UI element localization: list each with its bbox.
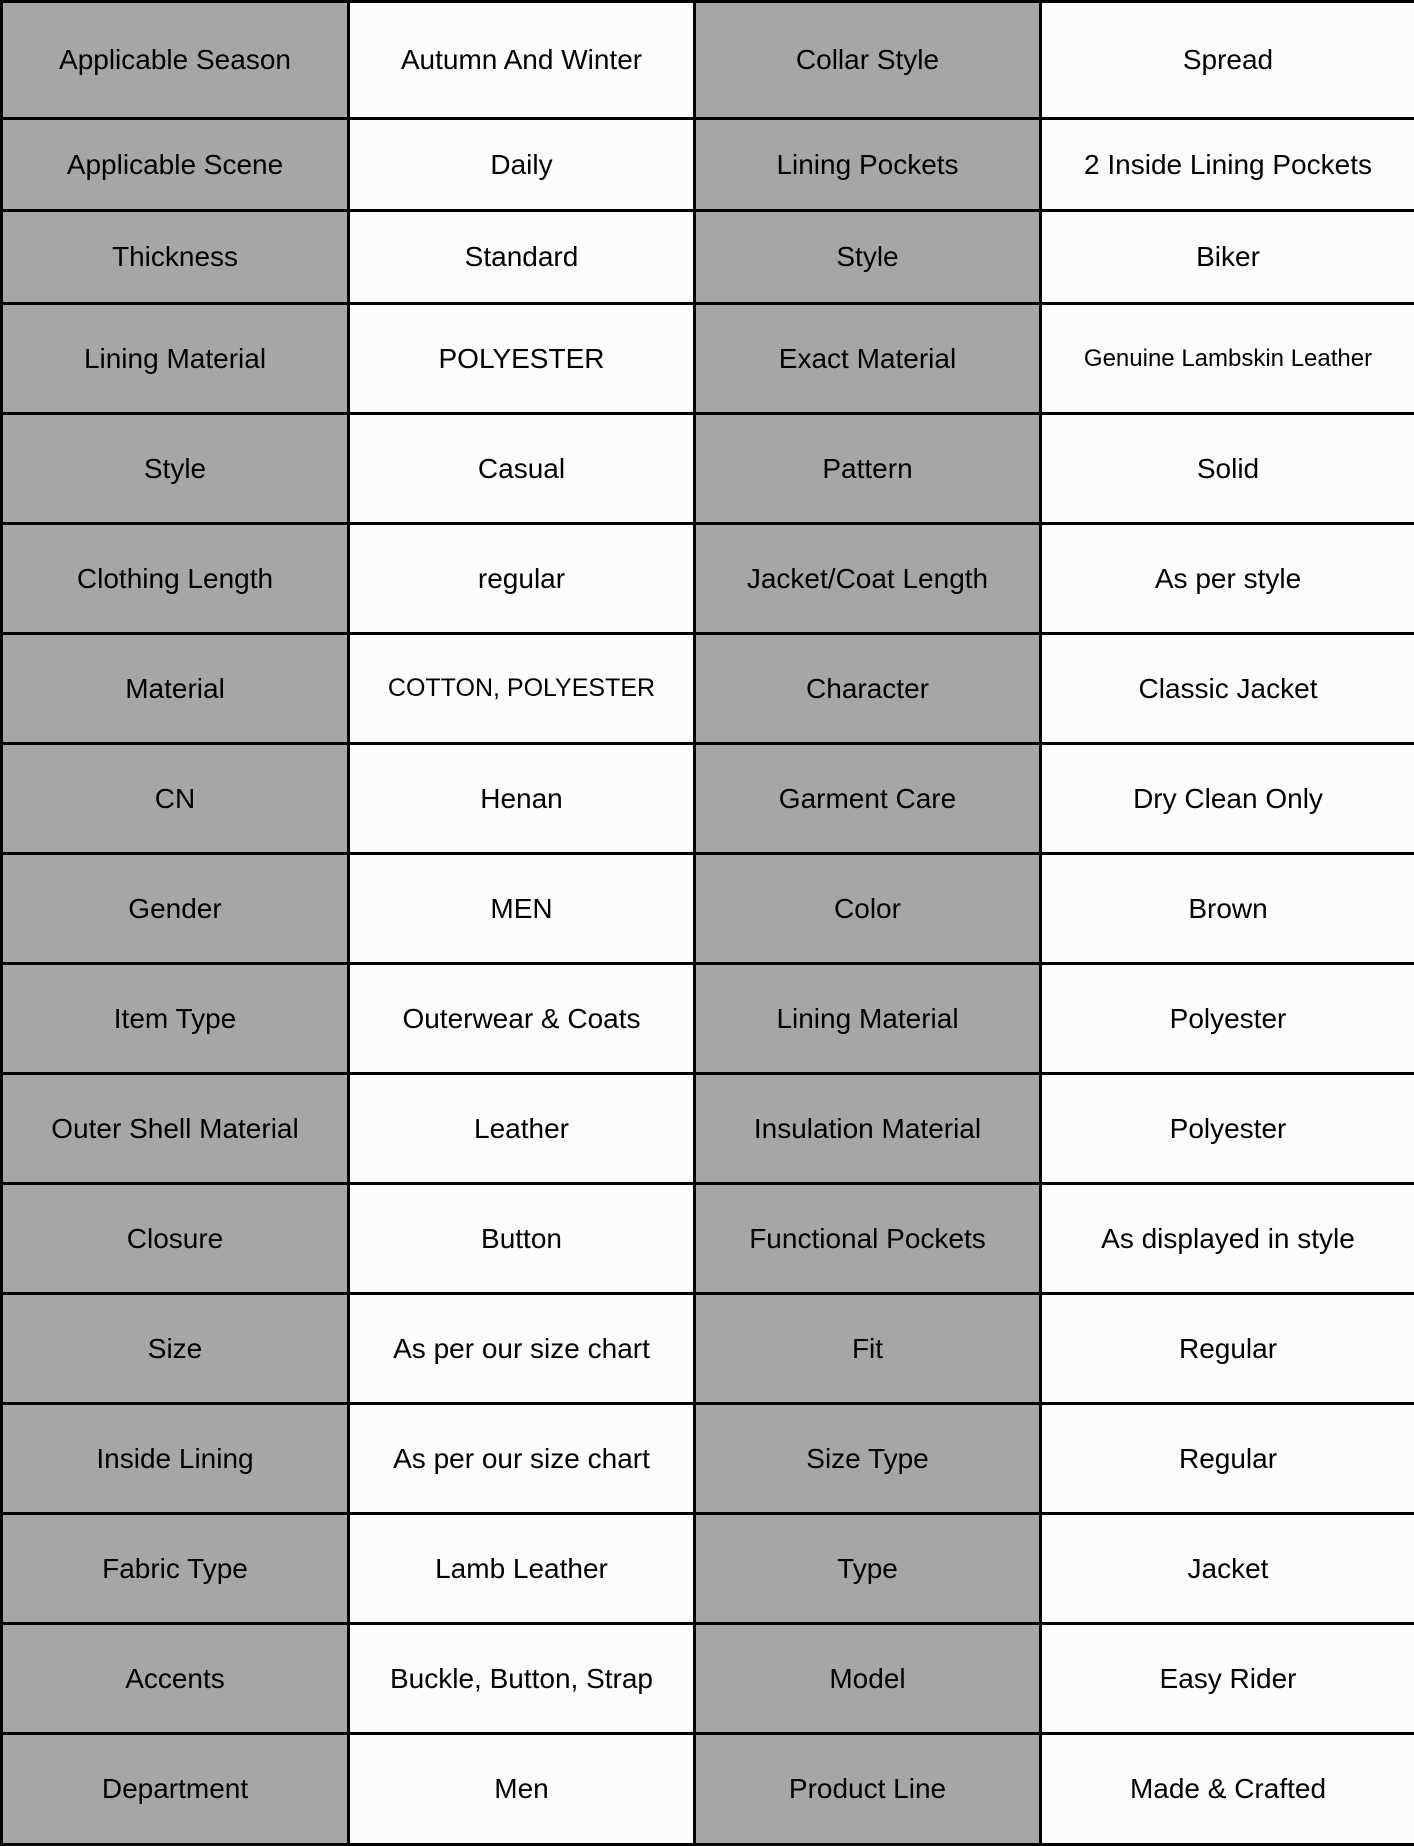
spec-value: Spread — [1041, 2, 1414, 119]
spec-value: Dry Clean Only — [1041, 744, 1414, 854]
spec-label: Inside Lining — [2, 1404, 349, 1514]
spec-value: Easy Rider — [1041, 1624, 1414, 1734]
spec-label: CN — [2, 744, 349, 854]
spec-value: Button — [349, 1184, 695, 1294]
spec-value: Polyester — [1041, 1074, 1414, 1184]
spec-label: Clothing Length — [2, 524, 349, 634]
spec-label: Accents — [2, 1624, 349, 1734]
spec-value: As per our size chart — [349, 1404, 695, 1514]
table-row — [2, 634, 1414, 744]
spec-label: Insulation Material — [695, 1074, 1041, 1184]
spec-label: Functional Pockets — [695, 1184, 1041, 1294]
spec-label: Size Type — [695, 1404, 1041, 1514]
spec-value: Solid — [1041, 414, 1414, 524]
spec-value: Buckle, Button, Strap — [349, 1624, 695, 1734]
spec-value: Brown — [1041, 854, 1414, 964]
spec-value: 2 Inside Lining Pockets — [1041, 119, 1414, 211]
spec-label: Garment Care — [695, 744, 1041, 854]
spec-label: Material — [2, 634, 349, 744]
table-row — [2, 1624, 1414, 1734]
spec-label: Item Type — [2, 964, 349, 1074]
spec-value: Polyester — [1041, 964, 1414, 1074]
spec-value: Jacket — [1041, 1514, 1414, 1624]
spec-label: Closure — [2, 1184, 349, 1294]
table-row — [2, 211, 1414, 304]
spec-value: Men — [349, 1734, 695, 1845]
spec-label: Thickness — [2, 211, 349, 304]
spec-value: Outerwear & Coats — [349, 964, 695, 1074]
table-row — [2, 1734, 1414, 1845]
table-row — [2, 414, 1414, 524]
spec-value: Regular — [1041, 1404, 1414, 1514]
table-row — [2, 1294, 1414, 1404]
table-row — [2, 854, 1414, 964]
spec-label: Lining Material — [2, 304, 349, 414]
spec-value: As per our size chart — [349, 1294, 695, 1404]
spec-value: POLYESTER — [349, 304, 695, 414]
spec-label: Type — [695, 1514, 1041, 1624]
spec-value: Casual — [349, 414, 695, 524]
spec-label: Jacket/Coat Length — [695, 524, 1041, 634]
spec-label: Fit — [695, 1294, 1041, 1404]
spec-value: regular — [349, 524, 695, 634]
spec-label: Exact Material — [695, 304, 1041, 414]
spec-label: Department — [2, 1734, 349, 1845]
spec-value: Daily — [349, 119, 695, 211]
spec-label: Color — [695, 854, 1041, 964]
spec-label: Style — [2, 414, 349, 524]
spec-value: Autumn And Winter — [349, 2, 695, 119]
spec-label: Collar Style — [695, 2, 1041, 119]
table-row — [2, 304, 1414, 414]
spec-label: Character — [695, 634, 1041, 744]
table-row — [2, 964, 1414, 1074]
table-row — [2, 2, 1414, 119]
table-row — [2, 119, 1414, 211]
spec-label: Lining Pockets — [695, 119, 1041, 211]
table-row — [2, 744, 1414, 854]
spec-label: Pattern — [695, 414, 1041, 524]
spec-value: Henan — [349, 744, 695, 854]
spec-label: Size — [2, 1294, 349, 1404]
spec-value: COTTON, POLYESTER — [349, 634, 695, 744]
spec-value: Leather — [349, 1074, 695, 1184]
spec-label: Gender — [2, 854, 349, 964]
spec-label: Model — [695, 1624, 1041, 1734]
spec-value: Lamb Leather — [349, 1514, 695, 1624]
spec-value: Genuine Lambskin Leather — [1041, 304, 1414, 414]
table-row — [2, 524, 1414, 634]
spec-value: Made & Crafted — [1041, 1734, 1414, 1845]
spec-label: Product Line — [695, 1734, 1041, 1845]
table-row — [2, 1184, 1414, 1294]
spec-label: Applicable Scene — [2, 119, 349, 211]
spec-value: MEN — [349, 854, 695, 964]
table-row — [2, 1514, 1414, 1624]
spec-label: Lining Material — [695, 964, 1041, 1074]
spec-value: Standard — [349, 211, 695, 304]
spec-label: Fabric Type — [2, 1514, 349, 1624]
spec-label: Applicable Season — [2, 2, 349, 119]
spec-value: As displayed in style — [1041, 1184, 1414, 1294]
table-row — [2, 1074, 1414, 1184]
spec-value: As per style — [1041, 524, 1414, 634]
spec-value: Classic Jacket — [1041, 634, 1414, 744]
spec-label: Style — [695, 211, 1041, 304]
spec-value: Regular — [1041, 1294, 1414, 1404]
spec-value: Biker — [1041, 211, 1414, 304]
table-row — [2, 1404, 1414, 1514]
spec-label: Outer Shell Material — [2, 1074, 349, 1184]
